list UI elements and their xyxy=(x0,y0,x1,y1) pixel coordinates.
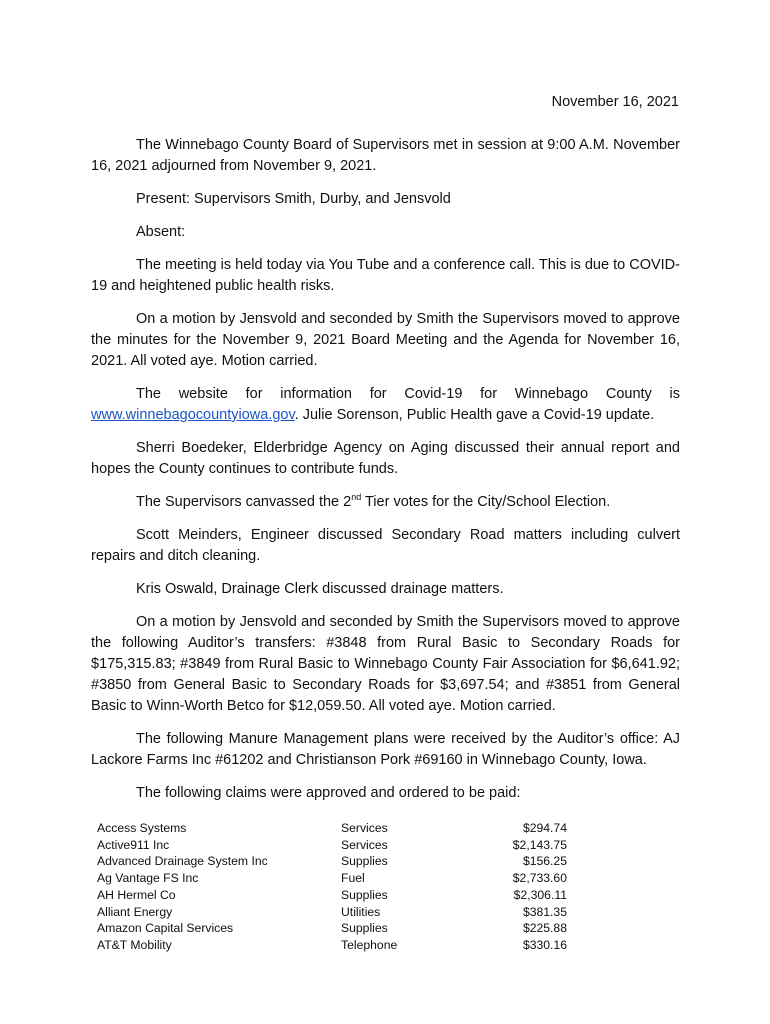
claim-vendor: Advanced Drainage System Inc xyxy=(97,854,268,869)
claim-vendor: Alliant Energy xyxy=(97,904,173,919)
minutes-approval-paragraph: On a motion by Jensvold and seconded by Smith the Supervisors moved to approve the minutes for the November 9, 2021 Board Meeting and the Agenda for November 16, 2021. All voted aye. Motion carried. xyxy=(91,311,680,369)
drainage-paragraph: Kris Oswald, Drainage Clerk discussed drainage matters. xyxy=(136,581,504,597)
claim-amount: $2,143.75 xyxy=(512,837,567,852)
claim-vendor: Amazon Capital Services xyxy=(97,921,234,936)
table-row xyxy=(97,837,567,854)
table-row xyxy=(97,870,567,887)
claim-amount: $330.16 xyxy=(522,937,567,952)
claim-vendor: Ag Vantage FS Inc xyxy=(97,871,199,886)
claim-type: Supplies xyxy=(341,854,388,869)
claim-amount: $2,733.60 xyxy=(512,871,567,886)
claims-intro-paragraph: The following claims were approved and ordered to be paid: xyxy=(136,785,521,801)
claim-amount: $381.35 xyxy=(522,904,567,919)
covid-update-text: . Julie Sorenson, Public Health gave a Covid-19 update. xyxy=(294,407,655,423)
engineer-paragraph: Scott Meinders, Engineer discussed Secondary Road matters including culvert repairs and ditch cleaning. xyxy=(91,527,680,564)
claim-type: Services xyxy=(341,837,388,852)
manure-plans-paragraph: The following Manure Management plans were received by the Auditor’s office: AJ Lackore Farms Inc #61202 and Christianson Pork #69160 in Winnebago County, Iowa. xyxy=(91,731,680,768)
session-paragraph: The Winnebago County Board of Supervisors met in session at 9:00 A.M. November 16, 2021 adjourned from November 9, 2021. xyxy=(91,137,680,174)
table-row xyxy=(97,904,567,921)
canvass-text: The Supervisors canvassed the 2 xyxy=(136,494,352,510)
canvass-text-end: Tier votes for the City/School Election. xyxy=(361,494,611,510)
claim-vendor: Active911 Inc xyxy=(97,837,170,852)
canvass-paragraph xyxy=(91,492,680,513)
elderbridge-paragraph: Sherri Boedeker, Elderbridge Agency on Aging discussed their annual report and hopes the County continues to contribute funds. xyxy=(91,440,680,477)
meeting-date: November 16, 2021 xyxy=(551,94,679,110)
covid-website-paragraph xyxy=(91,384,680,426)
transfers-paragraph: On a motion by Jensvold and seconded by Smith the Supervisors moved to approve the following Auditor’s transfers: #3848 from Rural Basic to Secondary Roads for $175,315.83; #3849 from Rural Basic to Winnebago County Fair Association for $6,641.92; #3850 from General Basic to Secondary Roads for $3,697.54; and #3851 from General Basic to Winn-Worth Betco for $12,059.50. All voted aye. Motion carried. xyxy=(91,614,680,714)
table-row xyxy=(97,820,567,837)
claim-amount: $2,306.11 xyxy=(513,887,567,902)
table-row xyxy=(97,937,567,954)
claim-amount: $225.88 xyxy=(522,921,567,936)
table-row xyxy=(97,853,567,870)
claim-amount: $294.74 xyxy=(522,821,567,835)
claim-type: Utilities xyxy=(341,904,381,919)
meeting-format-paragraph: The meeting is held today via You Tube and a conference call. This is due to COVID-19 and heightened public health risks. xyxy=(91,257,680,294)
claim-vendor: AH Hermel Co xyxy=(97,887,176,902)
claim-type: Fuel xyxy=(341,871,365,886)
present-paragraph: Present: Supervisors Smith, Durby, and Jensvold xyxy=(136,191,451,207)
claim-amount: $156.25 xyxy=(522,854,567,869)
claim-type: Supplies xyxy=(341,887,388,902)
absent-paragraph: Absent: xyxy=(136,224,186,240)
covid-website-text: The website for information for Covid-19 for Winnebago County is xyxy=(136,386,680,402)
table-row xyxy=(97,920,567,937)
claim-type: Telephone xyxy=(341,937,398,952)
claim-type: Supplies xyxy=(341,921,388,936)
county-website-link[interactable]: www.winnebagocountyiowa.gov xyxy=(91,407,295,423)
minutes-body xyxy=(91,135,680,816)
claim-type: Services xyxy=(341,821,388,835)
table-row xyxy=(97,887,567,904)
ordinal-suffix: nd xyxy=(351,492,362,503)
claim-vendor: Access Systems xyxy=(97,821,187,835)
claims-table xyxy=(97,820,567,954)
claim-vendor: AT&T Mobility xyxy=(97,937,172,952)
